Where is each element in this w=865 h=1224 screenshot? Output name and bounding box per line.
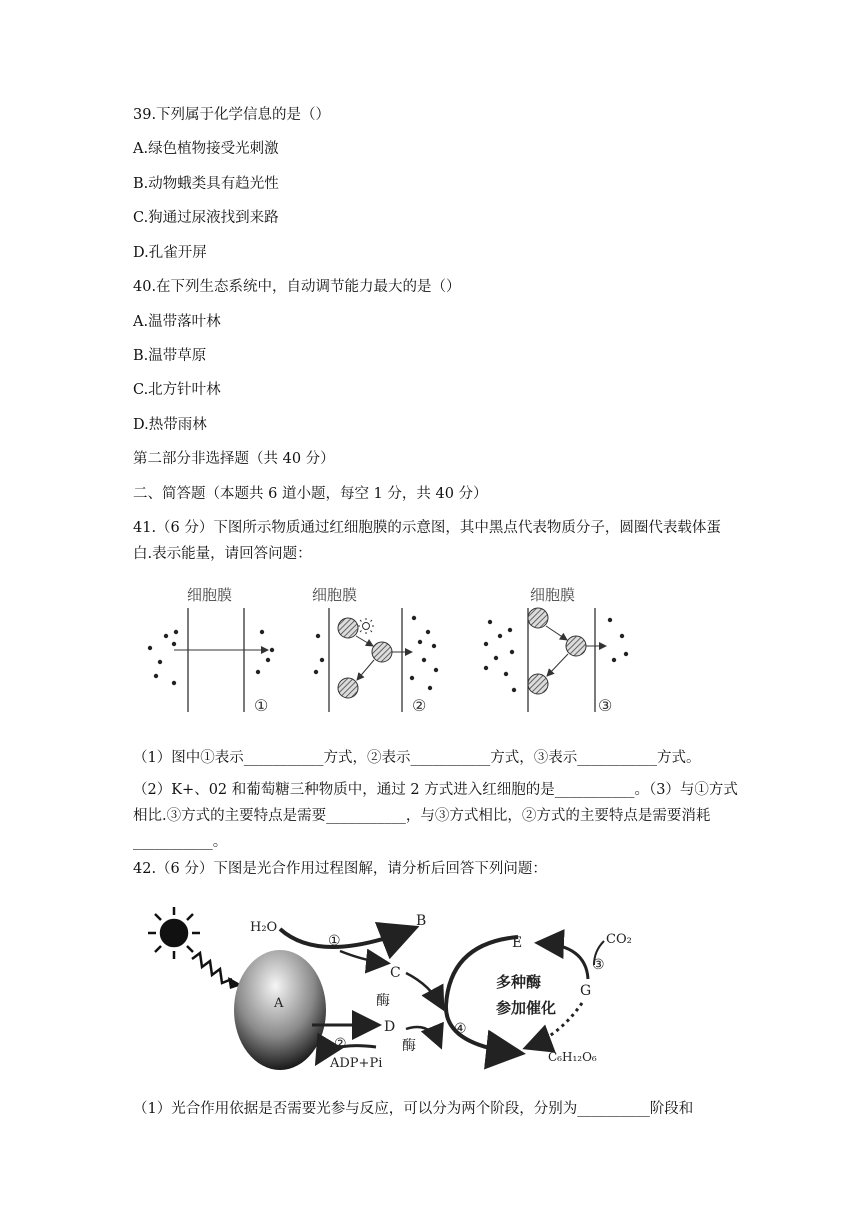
- carrier-protein-2b: [372, 642, 392, 662]
- membrane-label-3: 细胞膜: [530, 586, 576, 604]
- q40-option-b: B.温带草原: [133, 348, 207, 364]
- part2-heading: 第二部分非选择题（共 40 分）: [133, 451, 335, 467]
- q40-option-d: D.热带雨林: [133, 417, 207, 433]
- carrier-protein-3a: [528, 608, 548, 628]
- label-c: C: [390, 965, 401, 981]
- q42-question-1: （1）光合作用依据是否需要光参与反应，可以分为两个阶段，分别为__________阶段和: [133, 1101, 694, 1117]
- label-adp: ADP+Pi: [330, 1056, 383, 1071]
- label-d: D: [384, 1019, 396, 1035]
- carrier-protein-2c: [338, 678, 358, 698]
- membrane-transport-figure: [140, 580, 660, 720]
- carrier-protein-2a: [338, 618, 358, 638]
- enzyme-label-1: 酶: [376, 993, 390, 1009]
- label-e: E: [512, 935, 523, 951]
- panel-number-2: ②: [412, 696, 427, 715]
- membrane-label-2: 细胞膜: [312, 586, 358, 604]
- section2-heading: 二、简答题（本题共 6 道小题，每空 1 分，共 40 分）: [133, 486, 488, 502]
- q40-stem: 40.在下列生态系统中，自动调节能力最大的是（）: [133, 279, 461, 295]
- energy-sun-icon: [358, 618, 374, 634]
- label-b: B: [416, 913, 427, 929]
- q40-option-c: C.北方针叶林: [133, 382, 221, 398]
- sun-icon: [148, 907, 200, 959]
- panel-number-3: ③: [598, 696, 613, 715]
- carrier-protein-3b: [566, 636, 586, 656]
- q39-stem: 39.下列属于化学信息的是（）: [133, 107, 331, 123]
- molecule-dots-3: [484, 618, 628, 692]
- q41-stem: 41.（6 分）下图所示物质通过红细胞膜的示意图，其中黑点代表物质分子，圆圈代表载体蛋白.表示能量，请回答问题：: [133, 520, 721, 562]
- panel-number-1: ①: [254, 696, 269, 715]
- q39-option-a: A.绿色植物接受光刺激: [133, 141, 279, 157]
- panel-active-transport: [312, 586, 438, 715]
- panel-facilitated-diffusion: [484, 586, 628, 715]
- label-g: G: [580, 983, 592, 999]
- panel-free-diffusion: [148, 586, 274, 715]
- molecule-dots-1: [148, 630, 274, 685]
- light-zigzag-icon: [192, 953, 232, 983]
- carrier-protein-3c: [528, 674, 548, 694]
- label-a: A: [274, 996, 284, 1011]
- enzyme-caption-1: 多种酶: [496, 973, 542, 991]
- photosynthesis-figure: [140, 895, 660, 1075]
- step-4: ④: [454, 1021, 467, 1037]
- enzyme-label-2: 酶: [402, 1038, 416, 1054]
- q39-option-c: C.狗通过尿液找到来路: [133, 210, 279, 226]
- q41-question-1: （1）图中①表示___________方式，②表示___________方式，③表示___________方式。: [133, 750, 701, 766]
- q39-option-b: B.动物蛾类具有趋光性: [133, 176, 279, 192]
- label-glucose: C₆H₁₂O₆: [548, 1050, 597, 1064]
- label-h2o: H₂O: [250, 920, 278, 935]
- membrane-label-1: 细胞膜: [187, 586, 233, 604]
- step-1: ①: [328, 933, 341, 949]
- enzyme-caption-2: 参加催化: [496, 999, 557, 1017]
- q41-question-2-3: （2）K+、02 和葡萄糖三种物质中，通过 2 方式进入红细胞的是___________。（3）与①方式相比.③方式的主要特点是需要___________，与③方式相比，②方式的主要特点是需要消耗___________。: [133, 782, 738, 850]
- label-co2: CO₂: [606, 932, 632, 947]
- q40-option-a: A.温带落叶林: [133, 314, 221, 330]
- step-2: ②: [334, 1036, 347, 1052]
- step-3: ③: [592, 957, 605, 973]
- q42-stem: 42.（6 分）下图是光合作用过程图解，请分析后回答下列问题：: [133, 861, 547, 877]
- q39-option-d: D.孔雀开屏: [133, 245, 207, 261]
